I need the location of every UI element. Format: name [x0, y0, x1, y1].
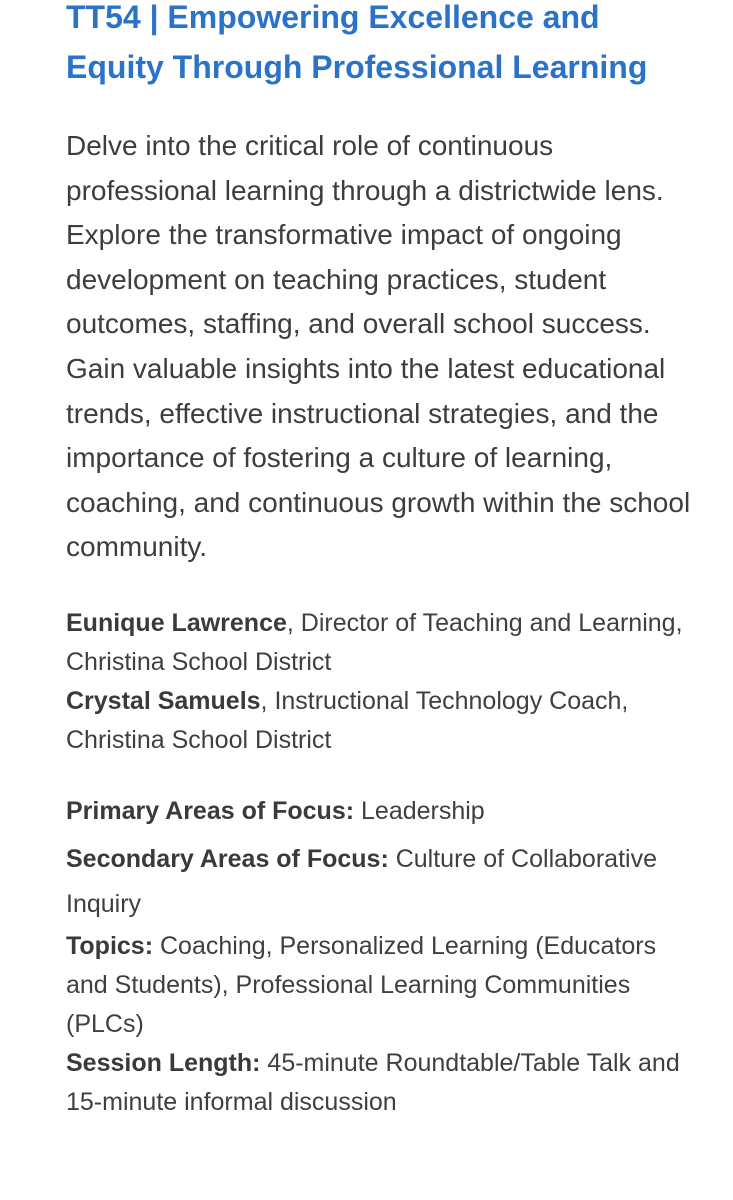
session-title: TT54 | Empowering Excellence and Equity Through Professional Learning [66, 0, 648, 85]
session-length-value: 45-minute Roundtable/Table Talk and 15-minute informal discussion [66, 1048, 680, 1116]
session-description: Delve into the critical role of continuous professional learning through a districtwide lens. Explore the transformative impact of ongoing development on teaching practices, student outcomes, staffing, and overall school success. Gain valuable insights into the latest educational trends, effective instructional strategies, and the importance of fostering a culture of learning, coaching, and continuous growth within the school community. [66, 130, 691, 563]
topics-value: Coaching, Personalized Learning (Educators and Students), Professional Learning Communities (PLCs) [66, 931, 657, 1038]
topics-row [66, 927, 686, 1044]
secondary-focus-value: Culture of Collaborative Inquiry [66, 844, 657, 918]
speaker-role: , Instructional Technology Coach, Christina School District [66, 686, 629, 754]
secondary-focus-label: Secondary Areas of Focus: [66, 844, 389, 873]
session-length-label: Session Length: [66, 1048, 261, 1077]
speaker-list [66, 604, 686, 760]
speaker-name: Crystal Samuels [66, 686, 261, 715]
session-page [66, 0, 706, 1122]
session-details [66, 792, 686, 1122]
primary-focus-value: Leadership [354, 796, 485, 825]
speaker-role: , Director of Teaching and Learning, Christina School District [66, 608, 683, 676]
speaker-item [66, 604, 686, 682]
speaker-item [66, 682, 686, 760]
topics-label: Topics: [66, 931, 154, 960]
secondary-focus-row [66, 837, 686, 927]
session-length-row [66, 1044, 686, 1122]
speaker-name: Eunique Lawrence [66, 608, 287, 637]
primary-focus-label: Primary Areas of Focus: [66, 796, 355, 825]
primary-focus-row [66, 792, 686, 831]
